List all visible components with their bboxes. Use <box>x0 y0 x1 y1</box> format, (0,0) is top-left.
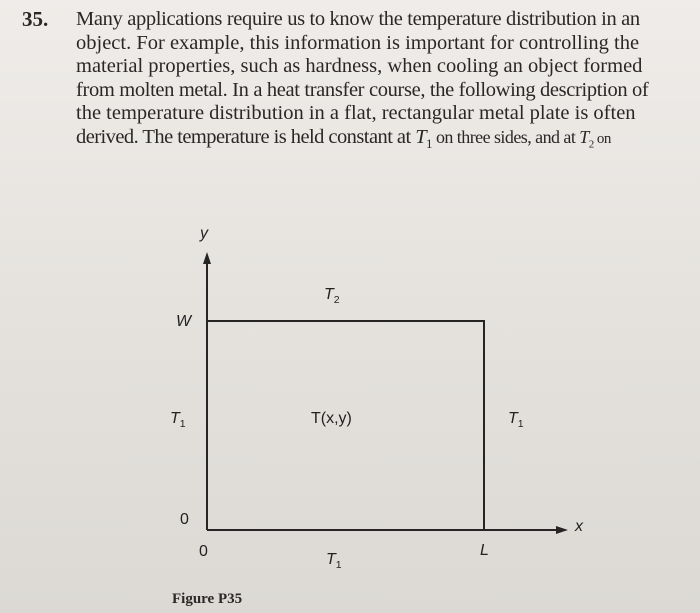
right-edge-temperature <box>508 410 524 429</box>
line-6-text-c: on <box>593 130 611 147</box>
problem-line-1: Many applications require us to know the temperature distribution in an <box>76 8 640 30</box>
y-axis-label: y <box>200 225 208 242</box>
problem-number: 35. <box>22 7 49 31</box>
left-edge-letter: T <box>170 410 180 427</box>
right-edge-subscript: 1 <box>517 418 524 430</box>
problem-line-5: the temperature distribution in a flat, rectangular metal plate is often <box>76 102 636 124</box>
top-edge-subscript: 2 <box>333 294 340 306</box>
line-6-text-a: derived. The temperature is held constant at <box>76 125 416 148</box>
bottom-edge-subscript: 1 <box>335 559 342 571</box>
right-edge-letter: T <box>508 410 518 427</box>
y-axis-arrowhead <box>203 252 211 264</box>
x-axis-arrowhead <box>556 526 568 534</box>
left-edge-temperature <box>170 410 186 429</box>
left-edge-subscript: 1 <box>179 418 186 430</box>
origin-x-label: 0 <box>199 543 208 560</box>
bottom-edge-temperature <box>326 551 342 570</box>
t1-letter: T <box>415 125 427 148</box>
problem-line-4: from molten metal. In a heat transfer course, the following description of <box>76 78 649 101</box>
problem-line-2: object. For example, this information is important for controlling the <box>76 31 640 54</box>
t2-subscript: 2 <box>588 138 594 151</box>
figure-caption: Figure P35 <box>172 591 243 607</box>
line-6-text-b: on three sides, and at <box>432 126 580 147</box>
t1-subscript: 1 <box>426 135 432 151</box>
t2-letter: T <box>579 126 589 147</box>
origin-y-label: 0 <box>180 511 189 528</box>
problem-line-3: material properties, such as hardness, when cooling an object formed <box>76 55 643 77</box>
l-label: L <box>480 542 489 559</box>
top-edge-letter: T <box>324 286 334 303</box>
w-label: W <box>176 313 192 330</box>
top-edge-temperature <box>324 286 340 305</box>
temperature-field-label: T(x,y) <box>311 410 352 427</box>
x-axis-label: x <box>575 518 583 535</box>
bottom-edge-letter: T <box>326 551 336 568</box>
